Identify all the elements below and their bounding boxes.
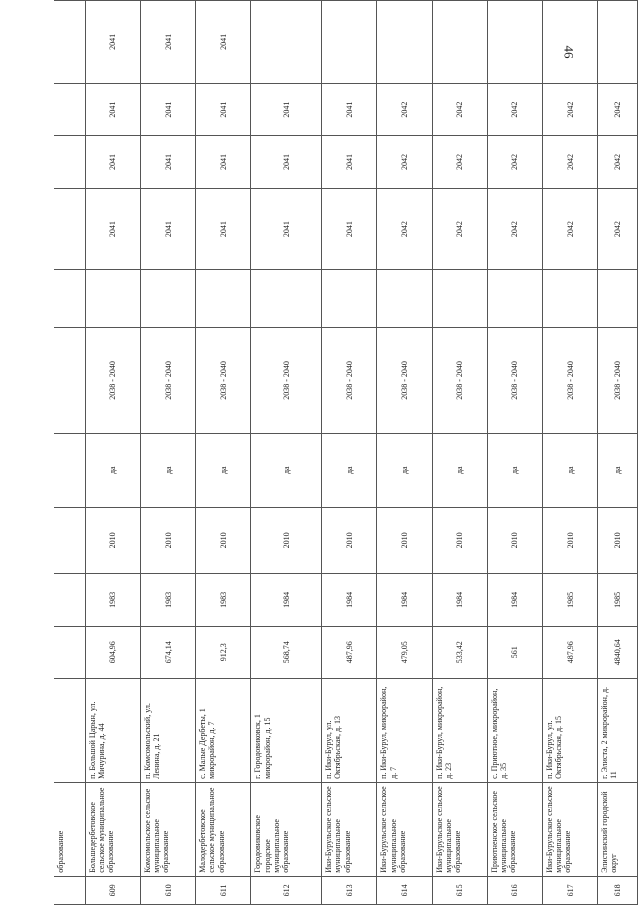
empty-col-cell [85, 270, 140, 328]
period-cell: 2038 - 2040 [85, 327, 140, 433]
row-number-cell: 615 [432, 876, 487, 904]
period-cell: 2038 - 2040 [322, 327, 377, 433]
build-year-cell: 1983 [85, 574, 140, 626]
flag-cell: да [251, 433, 322, 507]
continuation-text: образование [54, 782, 85, 876]
survey-year-cell: 2010 [598, 507, 638, 574]
page-number: 46 [561, 45, 577, 59]
build-year-cell: 1983 [141, 574, 196, 626]
year-b-cell: 2041 [85, 136, 140, 188]
area-cell: 674,14 [141, 626, 196, 678]
period-cell: 2038 - 2040 [377, 327, 432, 433]
year-c-cell: 2041 [251, 83, 322, 135]
area-cell: 4840,64 [598, 626, 638, 678]
address-cell: с. Приютное, микрорайон, д. 35 [487, 679, 542, 783]
survey-year-cell: 2010 [377, 507, 432, 574]
survey-year-cell: 2010 [141, 507, 196, 574]
table-row [487, 1, 542, 905]
flag-cell: да [598, 433, 638, 507]
row-number-cell: 614 [377, 876, 432, 904]
address-cell: п. Ики-Бурул, ул. Октябрьская, д. 15 [543, 679, 598, 783]
build-year-cell: 1985 [598, 574, 638, 626]
municipality-cell: Элистинский городской округ [598, 782, 638, 876]
area-cell: 487,96 [322, 626, 377, 678]
address-cell: г. Элиста, 2 микрорайон, д. 11 [598, 679, 638, 783]
municipality-cell: Комсомольское сельское муниципальное образование [141, 782, 196, 876]
year-c-cell: 2042 [598, 83, 638, 135]
survey-year-cell: 2010 [432, 507, 487, 574]
flag-cell: да [487, 433, 542, 507]
year-a-cell: 2042 [487, 188, 542, 270]
year-a-cell: 2041 [251, 188, 322, 270]
address-cell: п. Ики-Бурул, микрорайон, д. 23 [432, 679, 487, 783]
municipality-cell: Ики-Бурульское сельское муниципальное образование [543, 782, 598, 876]
year-b-cell: 2042 [598, 136, 638, 188]
flag-cell: да [432, 433, 487, 507]
municipality-cell: Ики-Бурульское сельское муниципальное образование [432, 782, 487, 876]
year-d-cell [377, 1, 432, 84]
empty-col-cell [487, 270, 542, 328]
row-number-cell: 618 [598, 876, 638, 904]
address-cell: п. Ики-Бурул, ул. Октябрьская, д. 13 [322, 679, 377, 783]
address-cell: п. Комсомольский, ул. Ленина, д. 21 [141, 679, 196, 783]
year-c-cell: 2041 [85, 83, 140, 135]
flag-cell: да [85, 433, 140, 507]
year-d-cell [543, 1, 598, 84]
survey-year-cell: 2010 [322, 507, 377, 574]
period-cell: 2038 - 2040 [487, 327, 542, 433]
address-cell: с. Малые Дербеты, 1 микрорайон, д. 7 [196, 679, 251, 783]
period-cell: 2038 - 2040 [543, 327, 598, 433]
build-year-cell: 1984 [251, 574, 322, 626]
address-cell: г. Городовиковск, 1 микрорайон, д. 15 [251, 679, 322, 783]
survey-year-cell: 2010 [196, 507, 251, 574]
year-a-cell: 2041 [196, 188, 251, 270]
row-number-cell: 616 [487, 876, 542, 904]
area-cell: 487,96 [543, 626, 598, 678]
build-year-cell: 1984 [322, 574, 377, 626]
year-d-cell: 2041 [196, 1, 251, 84]
year-c-cell: 2042 [377, 83, 432, 135]
year-d-cell [432, 1, 487, 84]
area-cell: 568,74 [251, 626, 322, 678]
year-a-cell: 2041 [322, 188, 377, 270]
flag-cell: да [322, 433, 377, 507]
empty-col-cell [598, 270, 638, 328]
survey-year-cell: 2010 [487, 507, 542, 574]
empty-col-cell [322, 270, 377, 328]
year-a-cell: 2042 [598, 188, 638, 270]
period-cell: 2038 - 2040 [251, 327, 322, 433]
area-cell: 479,05 [377, 626, 432, 678]
table-row [322, 1, 377, 905]
empty-col-cell [377, 270, 432, 328]
year-d-cell [322, 1, 377, 84]
year-b-cell: 2041 [251, 136, 322, 188]
year-c-cell: 2042 [487, 83, 542, 135]
row-number-cell: 610 [141, 876, 196, 904]
period-cell: 2038 - 2040 [432, 327, 487, 433]
address-cell: п. Большой Царын, ул. Мичурина, д. 44 [85, 679, 140, 783]
flag-cell: да [141, 433, 196, 507]
period-cell: 2038 - 2040 [196, 327, 251, 433]
address-cell: п. Ики-Бурул, микрорайон, д. 7 [377, 679, 432, 783]
flag-cell: да [543, 433, 598, 507]
empty-col-cell [196, 270, 251, 328]
year-d-cell: 2041 [141, 1, 196, 84]
table-row [141, 1, 196, 905]
build-year-cell: 1985 [543, 574, 598, 626]
area-cell: 912,3 [196, 626, 251, 678]
year-d-cell [487, 1, 542, 84]
year-b-cell: 2042 [487, 136, 542, 188]
area-cell: 561 [487, 626, 542, 678]
municipality-cell: Большедербетовское сельское муниципальное образование [85, 782, 140, 876]
municipality-cell: Ики-Бурульское сельское муниципальное образование [377, 782, 432, 876]
build-year-cell: 1984 [377, 574, 432, 626]
build-year-cell: 1984 [487, 574, 542, 626]
survey-year-cell: 2010 [251, 507, 322, 574]
year-a-cell: 2042 [543, 188, 598, 270]
row-number-cell: 611 [196, 876, 251, 904]
year-b-cell: 2041 [196, 136, 251, 188]
table-row [85, 1, 140, 905]
flag-cell: да [196, 433, 251, 507]
build-year-cell: 1984 [432, 574, 487, 626]
table-body [85, 1, 637, 905]
empty-col-cell [141, 270, 196, 328]
row-number-cell: 613 [322, 876, 377, 904]
year-a-cell: 2042 [377, 188, 432, 270]
continuation-row [54, 1, 85, 905]
survey-year-cell: 2010 [85, 507, 140, 574]
table-row [196, 1, 251, 905]
flag-cell: да [377, 433, 432, 507]
table-row [377, 1, 432, 905]
area-cell: 604,96 [85, 626, 140, 678]
year-b-cell: 2042 [432, 136, 487, 188]
rotated-table-container [54, 0, 638, 905]
year-d-cell [598, 1, 638, 84]
year-b-cell: 2041 [322, 136, 377, 188]
year-c-cell: 2041 [196, 83, 251, 135]
year-c-cell: 2041 [322, 83, 377, 135]
municipality-cell: Ики-Бурульское сельское муниципальное образование [322, 782, 377, 876]
year-b-cell: 2042 [377, 136, 432, 188]
year-a-cell: 2041 [141, 188, 196, 270]
row-number-cell: 609 [85, 876, 140, 904]
municipality-cell: Приютненское сельское муниципальное образование [487, 782, 542, 876]
build-year-cell: 1983 [196, 574, 251, 626]
buildings-table [54, 0, 638, 905]
area-cell: 533,42 [432, 626, 487, 678]
table-row [432, 1, 487, 905]
year-a-cell: 2042 [432, 188, 487, 270]
table-row [543, 1, 598, 905]
row-number-cell: 612 [251, 876, 322, 904]
period-cell: 2038 - 2040 [598, 327, 638, 433]
table-row [251, 1, 322, 905]
table-row [598, 1, 638, 905]
year-d-cell [251, 1, 322, 84]
year-c-cell: 2042 [543, 83, 598, 135]
year-a-cell: 2041 [85, 188, 140, 270]
empty-col-cell [432, 270, 487, 328]
period-cell: 2038 - 2040 [141, 327, 196, 433]
year-d-cell: 2041 [85, 1, 140, 84]
row-number-cell: 617 [543, 876, 598, 904]
municipality-cell: Городовиковское городское муниципальное образование [251, 782, 322, 876]
year-b-cell: 2042 [543, 136, 598, 188]
year-c-cell: 2041 [141, 83, 196, 135]
municipality-cell: Малодербетовское сельское муниципальное образование [196, 782, 251, 876]
empty-col-cell [543, 270, 598, 328]
empty-col-cell [251, 270, 322, 328]
year-c-cell: 2042 [432, 83, 487, 135]
year-b-cell: 2041 [141, 136, 196, 188]
survey-year-cell: 2010 [543, 507, 598, 574]
